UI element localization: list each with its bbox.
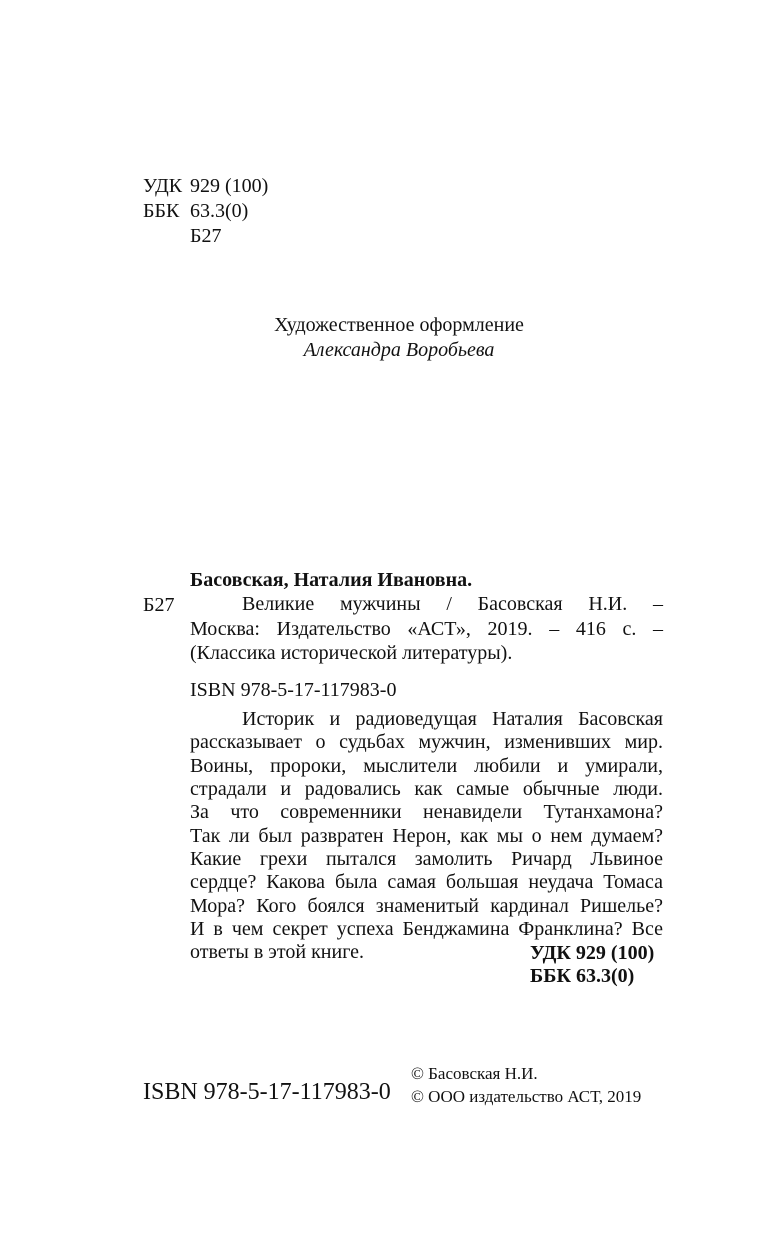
annotation-bbk: ББК 63.3(0) bbox=[530, 965, 635, 987]
author-mark: Б27 bbox=[190, 225, 222, 247]
annotation-line: Так ли был развратен Нерон, как мы о нем думаем? bbox=[190, 825, 663, 847]
bbk-value: 63.3(0) bbox=[190, 200, 249, 222]
bib-isbn: ISBN 978-5-17-117983-0 bbox=[190, 679, 397, 701]
annotation-line: ответы в этой книге. bbox=[190, 941, 365, 963]
annotation-line: За что современники ненавидели Тутанхамона? bbox=[190, 801, 663, 823]
bib-line: (Классика исторической литературы). bbox=[190, 642, 513, 664]
design-credit-label: Художественное оформление bbox=[274, 314, 524, 336]
bib-line: Москва: Издательство «АСТ», 2019. – 416 с. – bbox=[190, 618, 663, 640]
annotation-line: И в чем секрет успеха Бенджамина Франклина? Все bbox=[190, 918, 663, 940]
udk-value: 929 (100) bbox=[190, 175, 269, 197]
annotation-line: Воины, пророки, мыслители любили и умирали, bbox=[190, 755, 663, 777]
copyright-author: © Басовская Н.И. bbox=[411, 1064, 538, 1083]
bbk-label: ББК bbox=[143, 200, 180, 222]
footer-isbn: ISBN 978-5-17-117983-0 bbox=[143, 1079, 391, 1105]
copyright-publisher: © ООО издательство АСТ, 2019 bbox=[411, 1087, 642, 1106]
bib-author-mark: Б27 bbox=[143, 594, 175, 616]
annotation-line: Мора? Кого боялся знаменитый кардинал Ришелье? bbox=[190, 895, 663, 917]
annotation-line: Историк и радиоведущая Наталия Басовская bbox=[242, 708, 663, 730]
udk-label: УДК bbox=[143, 175, 183, 197]
bib-line: Великие мужчины / Басовская Н.И. – bbox=[242, 593, 663, 615]
author-heading: Басовская, Наталия Ивановна. bbox=[190, 569, 473, 591]
annotation-udk: УДК 929 (100) bbox=[530, 942, 655, 964]
annotation-line: Какие грехи пытался замолить Ричард Львиное bbox=[190, 848, 663, 870]
annotation-line: сердце? Какова была самая большая неудача Томаса bbox=[190, 871, 663, 893]
annotation-line: страдали и радовались как самые обычные люди. bbox=[190, 778, 663, 800]
design-credit-artist: Александра Воробьева bbox=[303, 339, 495, 361]
annotation-line: рассказывает о судьбах мужчин, изменивших мир. bbox=[190, 731, 663, 753]
